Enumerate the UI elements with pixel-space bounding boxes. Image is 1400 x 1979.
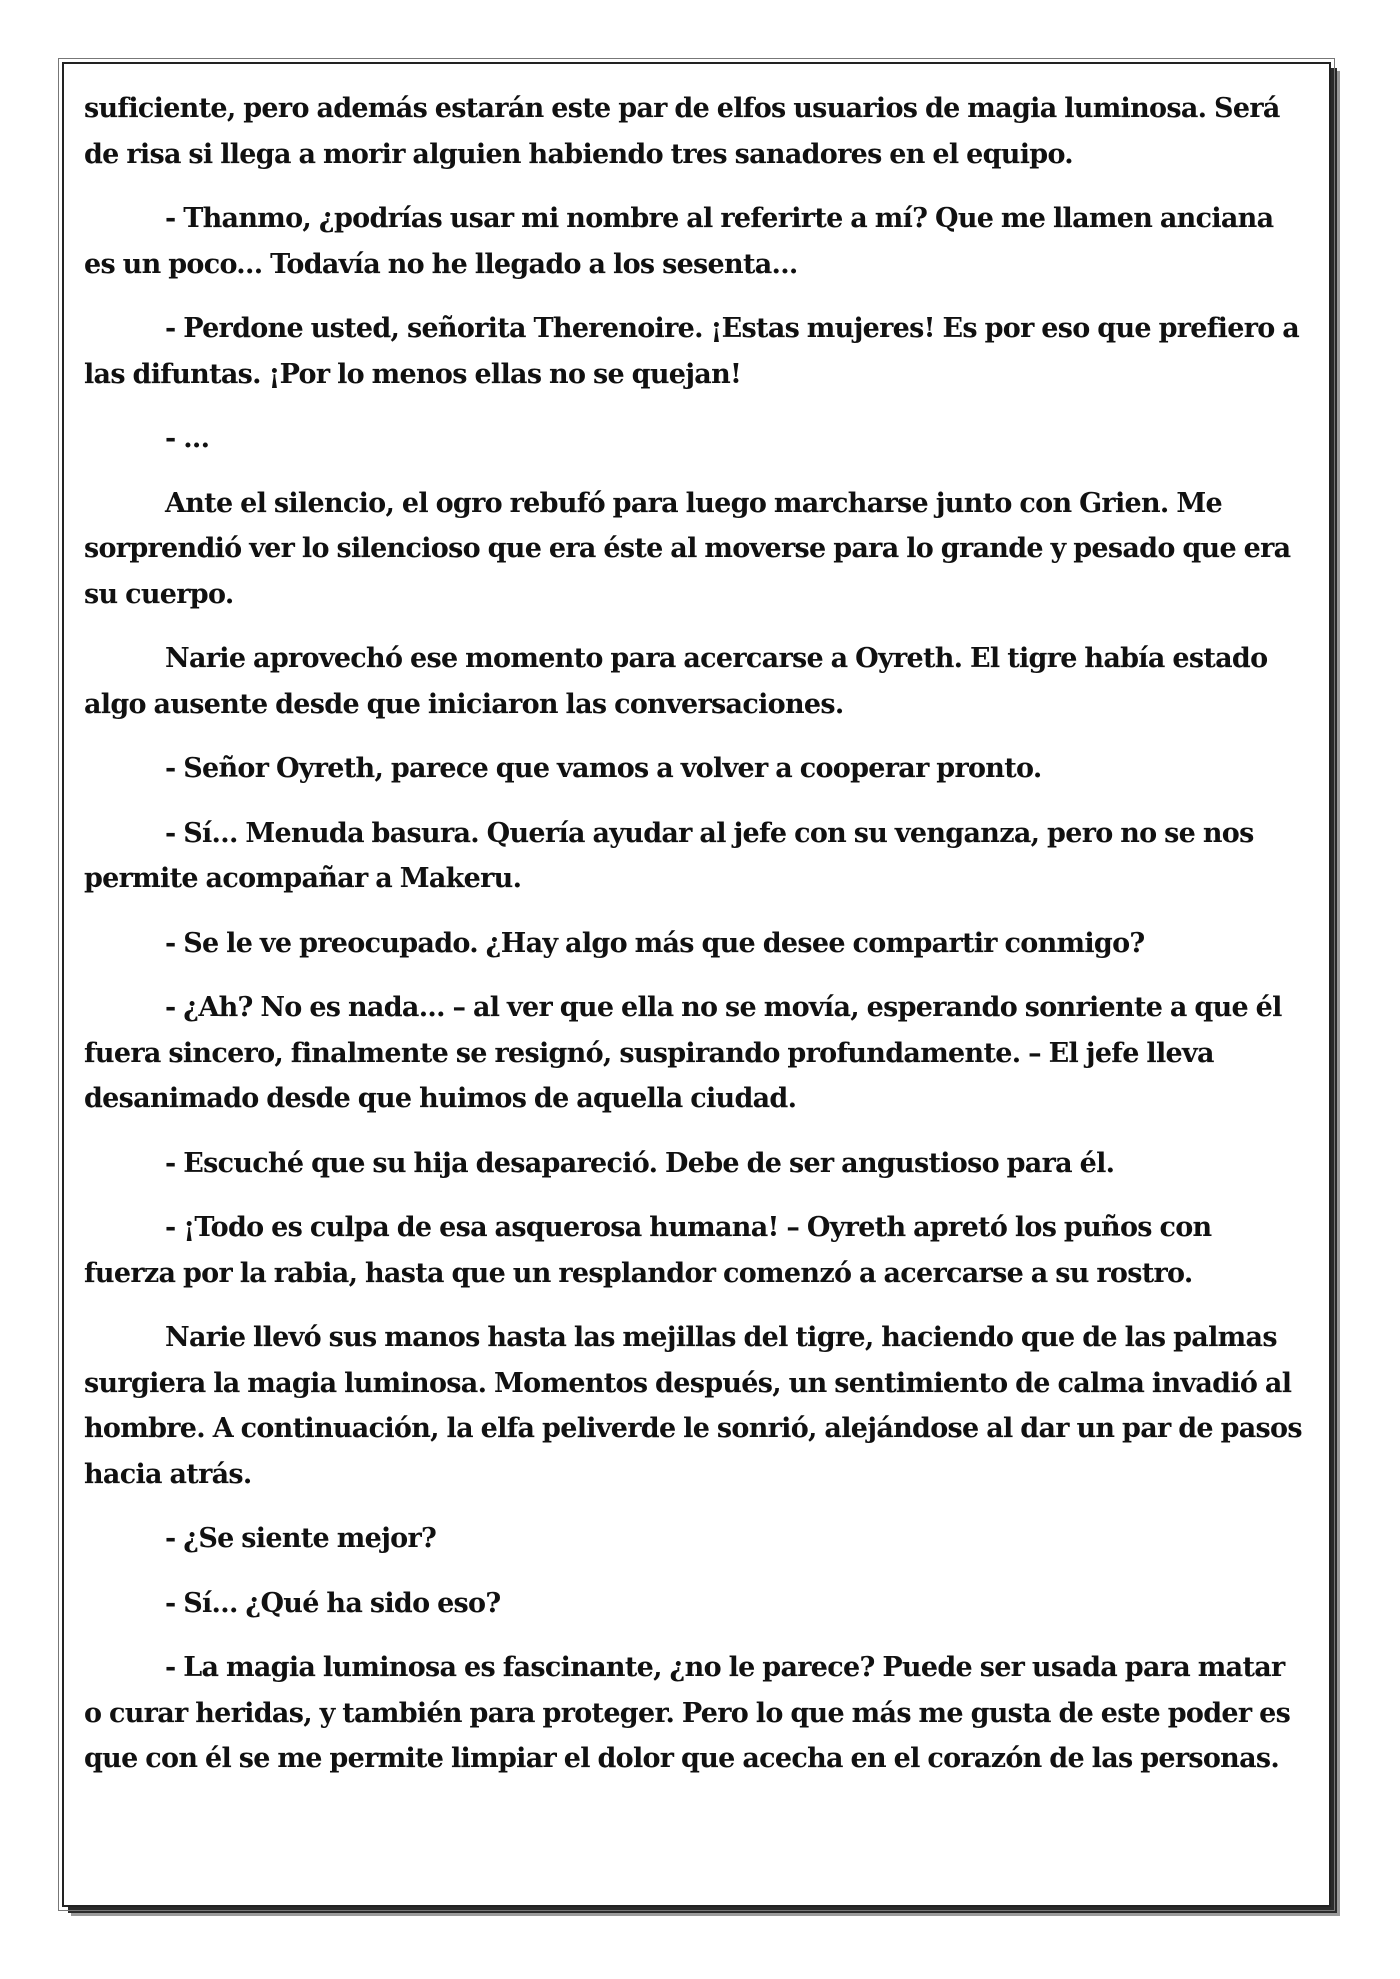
paragraph: - ¿Ah? No es nada... – al ver que ella no se movía, esperando sonriente a que él fuera sincero, finalmente se resignó, suspirando profundamente. – El jefe lleva desanimado desde que huimos de aquella ciudad. xyxy=(84,992,1282,1114)
paragraph: - ¡Todo es culpa de esa asquerosa humana! – Oyreth apretó los puños con fuerza por la rabia, hasta que un resplandor comenzó a acercarse a su rostro. xyxy=(84,1212,1212,1289)
paragraph: - Thanmo, ¿podrías usar mi nombre al referirte a mí? Que me llamen anciana es un poco... Todavía no he llegado a los sesenta... xyxy=(84,203,1274,280)
paragraph: suficiente, pero además estarán este par de elfos usuarios de magia luminosa. Será de risa si llega a morir alguien habiendo tres sanadores en el equipo. xyxy=(84,93,1280,170)
paragraph: - Sí... Menuda basura. Quería ayudar al jefe con su venganza, pero no se nos permite acompañar a Makeru. xyxy=(84,817,1254,894)
paragraph: - Perdone usted, señorita Therenoire. ¡Estas mujeres! Es por eso que prefiero a las difuntas. ¡Por lo menos ellas no se quejan! xyxy=(84,313,1300,390)
paragraph: - Se le ve preocupado. ¿Hay algo más que desee compartir conmigo? xyxy=(165,927,1145,959)
paragraph: - La magia luminosa es fascinante, ¿no le parece? Puede ser usada para matar o curar heridas, y también para proteger. Pero lo que más me gusta de este poder es que con él se me permite limpiar el dolor que acecha en el corazón de las personas. xyxy=(84,1652,1291,1774)
page-frame xyxy=(62,62,1331,1907)
paragraph: Narie aprovechó ese momento para acercarse a Oyreth. El tigre había estado algo ausente desde que iniciaron las conversaciones. xyxy=(84,643,1268,720)
paragraph: Narie llevó sus manos hasta las mejillas del tigre, haciendo que de las palmas surgiera la magia luminosa. Momentos después, un sentimiento de calma invadió al hombre. A continuación, la elfa peliverde le sonrió, alejándose al dar un par de pasos hacia atrás. xyxy=(84,1322,1302,1490)
text-body xyxy=(84,86,1307,1801)
paragraph: - Sí... ¿Qué ha sido eso? xyxy=(165,1587,501,1619)
paragraph: Ante el silencio, el ogro rebufó para luego marcharse junto con Grien. Me sorprendió ver lo silencioso que era éste al moverse para lo grande y pesado que era su cuerpo. xyxy=(84,487,1291,610)
paragraph: - ... xyxy=(165,423,210,454)
paragraph: - ¿Se siente mejor? xyxy=(165,1523,437,1554)
paragraph: - Señor Oyreth, parece que vamos a volver a cooperar pronto. xyxy=(165,753,1042,784)
paragraph: - Escuché que su hija desapareció. Debe de ser angustioso para él. xyxy=(165,1147,1115,1179)
